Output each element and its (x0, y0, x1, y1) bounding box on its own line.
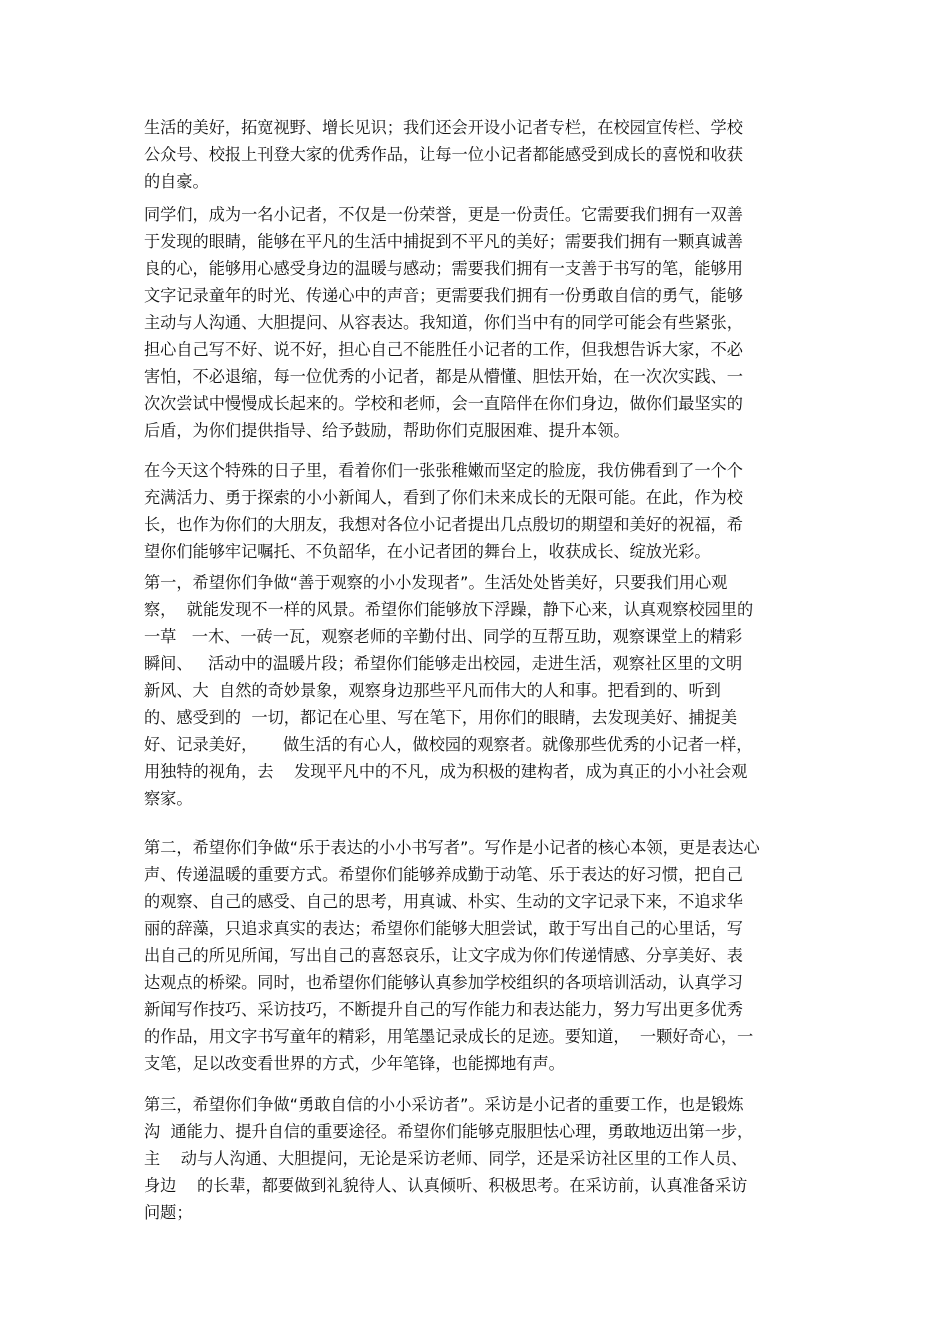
text-line: 主 动与人沟通、大胆提问，无论是采访老师、同学，还是采访社区里的工作人员、 (144, 1149, 748, 1168)
text-line: 瞬间、 活动中的温暖片段；希望你们能够走出校园，走进生活，观察社区里的文明 (144, 654, 743, 673)
text-line: 第二，希望你们争做“乐于表达的小小书写者”。写作是小记者的核心本领，更是表达心 (144, 838, 760, 857)
text-line: 望你们能够牢记嘱托、不负韶华，在小记者团的舞台上，收获成长、绽放光彩。 (144, 542, 711, 561)
text-line: 问题； (144, 1203, 193, 1222)
text-line: 担心自己写不好、说不好，担心自己不能胜任小记者的工作，但我想告诉大家，不必 (144, 340, 743, 359)
text-line: 第一，希望你们争做“善于观察的小小发现者”。生活处处皆美好，只要我们用心观 (144, 573, 728, 592)
text-line: 于发现的眼睛，能够在平凡的生活中捕捉到不平凡的美好；需要我们拥有一颗真诚善 (144, 232, 743, 251)
text-line: 身边 的长辈，都要做到礼貌待人、认真倾听、积极思考。在采访前，认真准备采访 (144, 1176, 748, 1195)
text-line: 害怕，不必退缩，每一位优秀的小记者，都是从懵懂、胆怯开始，在一次次实践、一 (144, 367, 743, 386)
text-line: 次次尝试中慢慢成长起来的。学校和老师，会一直陪伴在你们身边，做你们最坚实的 (144, 394, 743, 413)
text-line: 丽的辞藻，只追求真实的表达；希望你们能够大胆尝试，敢于写出自己的心里话，写 (144, 919, 743, 938)
text-line: 的作品，用文字书写童年的精彩，用笔墨记录成长的足迹。要知道， 一颗好奇心，一 (144, 1027, 754, 1046)
text-line: 好、记录美好， 做生活的有心人，做校园的观察者。就像那些优秀的小记者一样， (144, 735, 753, 754)
text-line: 主动与人沟通、大胆提问、从容表达。我知道，你们当中有的同学可能会有些紧张， (144, 313, 743, 332)
text-line: 用独特的视角，去 发现平凡中的不凡，成为积极的建构者，成为真正的小小社会观 (144, 762, 748, 781)
text-line: 同学们，成为一名小记者，不仅是一份荣誉，更是一份责任。它需要我们拥有一双善 (144, 205, 743, 224)
text-line: 支笔，足以改变看世界的方式，少年笔锋，也能掷地有声。 (144, 1054, 565, 1073)
text-line: 声、传递温暖的重要方式。希望你们能够养成勤于动笔、乐于表达的好习惯，把自己 (144, 865, 743, 884)
text-line: 察， 就能发现不一样的风景。希望你们能够放下浮躁，静下心来，认真观察校园里的 (144, 600, 754, 619)
text-line: 良的心，能够用心感受身边的温暖与感动；需要我们拥有一支善于书写的笔，能够用 (144, 259, 743, 278)
text-line: 在今天这个特殊的日子里，看着你们一张张稚嫩而坚定的脸庞，我仿佛看到了一个个 (144, 461, 743, 480)
text-line: 后盾，为你们提供指导、给予鼓励，帮助你们克服困难、提升本领。 (144, 421, 630, 440)
text-line: 察家。 (144, 789, 193, 808)
text-line: 生活的美好，拓宽视野、增长见识；我们还会开设小记者专栏，在校园宣传栏、学校 (144, 118, 743, 137)
text-line: 长，也作为你们的大朋友，我想对各位小记者提出几点殷切的期望和美好的祝福，希 (144, 515, 743, 534)
text-line: 达观点的桥梁。同时，也希望你们能够认真参加学校组织的各项培训活动，认真学习 (144, 973, 743, 992)
text-line: 充满活力、勇于探索的小小新闻人，看到了你们未来成长的无限可能。在此，作为校 (144, 488, 743, 507)
text-line: 的、感受到的 一切，都记在心里、写在笔下，用你们的眼睛，去发现美好、捕捉美 (144, 708, 738, 727)
text-line: 新闻写作技巧、采访技巧，不断提升自己的写作能力和表达能力，努力写出更多优秀 (144, 1000, 743, 1019)
text-line: 的观察、自己的感受、自己的思考，用真诚、朴实、生动的文字记录下来，不追求华 (144, 892, 743, 911)
text-line: 新风、大 自然的奇妙景象，观察身边那些平凡而伟大的人和事。把看到的、听到 (144, 681, 721, 700)
text-line: 沟 通能力、提升自信的重要途径。希望你们能够克服胆怯心理，勇敢地迈出第一步， (144, 1122, 754, 1141)
text-line: 一草 一木、一砖一瓦，观察老师的辛勤付出、同学的互帮互助，观察课堂上的精彩 (144, 627, 743, 646)
text-line: 公众号、校报上刊登大家的优秀作品，让每一位小记者都能感受到成长的喜悦和收获 (144, 145, 743, 164)
text-line: 的自豪。 (144, 172, 209, 191)
text-line: 第三，希望你们争做“勇敢自信的小小采访者”。采访是小记者的重要工作，也是锻炼 (144, 1095, 744, 1114)
text-line: 出自己的所见所闻，写出自己的喜怒哀乐，让文字成为你们传递情感、分享美好、表 (144, 946, 743, 965)
text-line: 文字记录童年的时光、传递心中的声音；更需要我们拥有一份勇敢自信的勇气，能够 (144, 286, 743, 305)
